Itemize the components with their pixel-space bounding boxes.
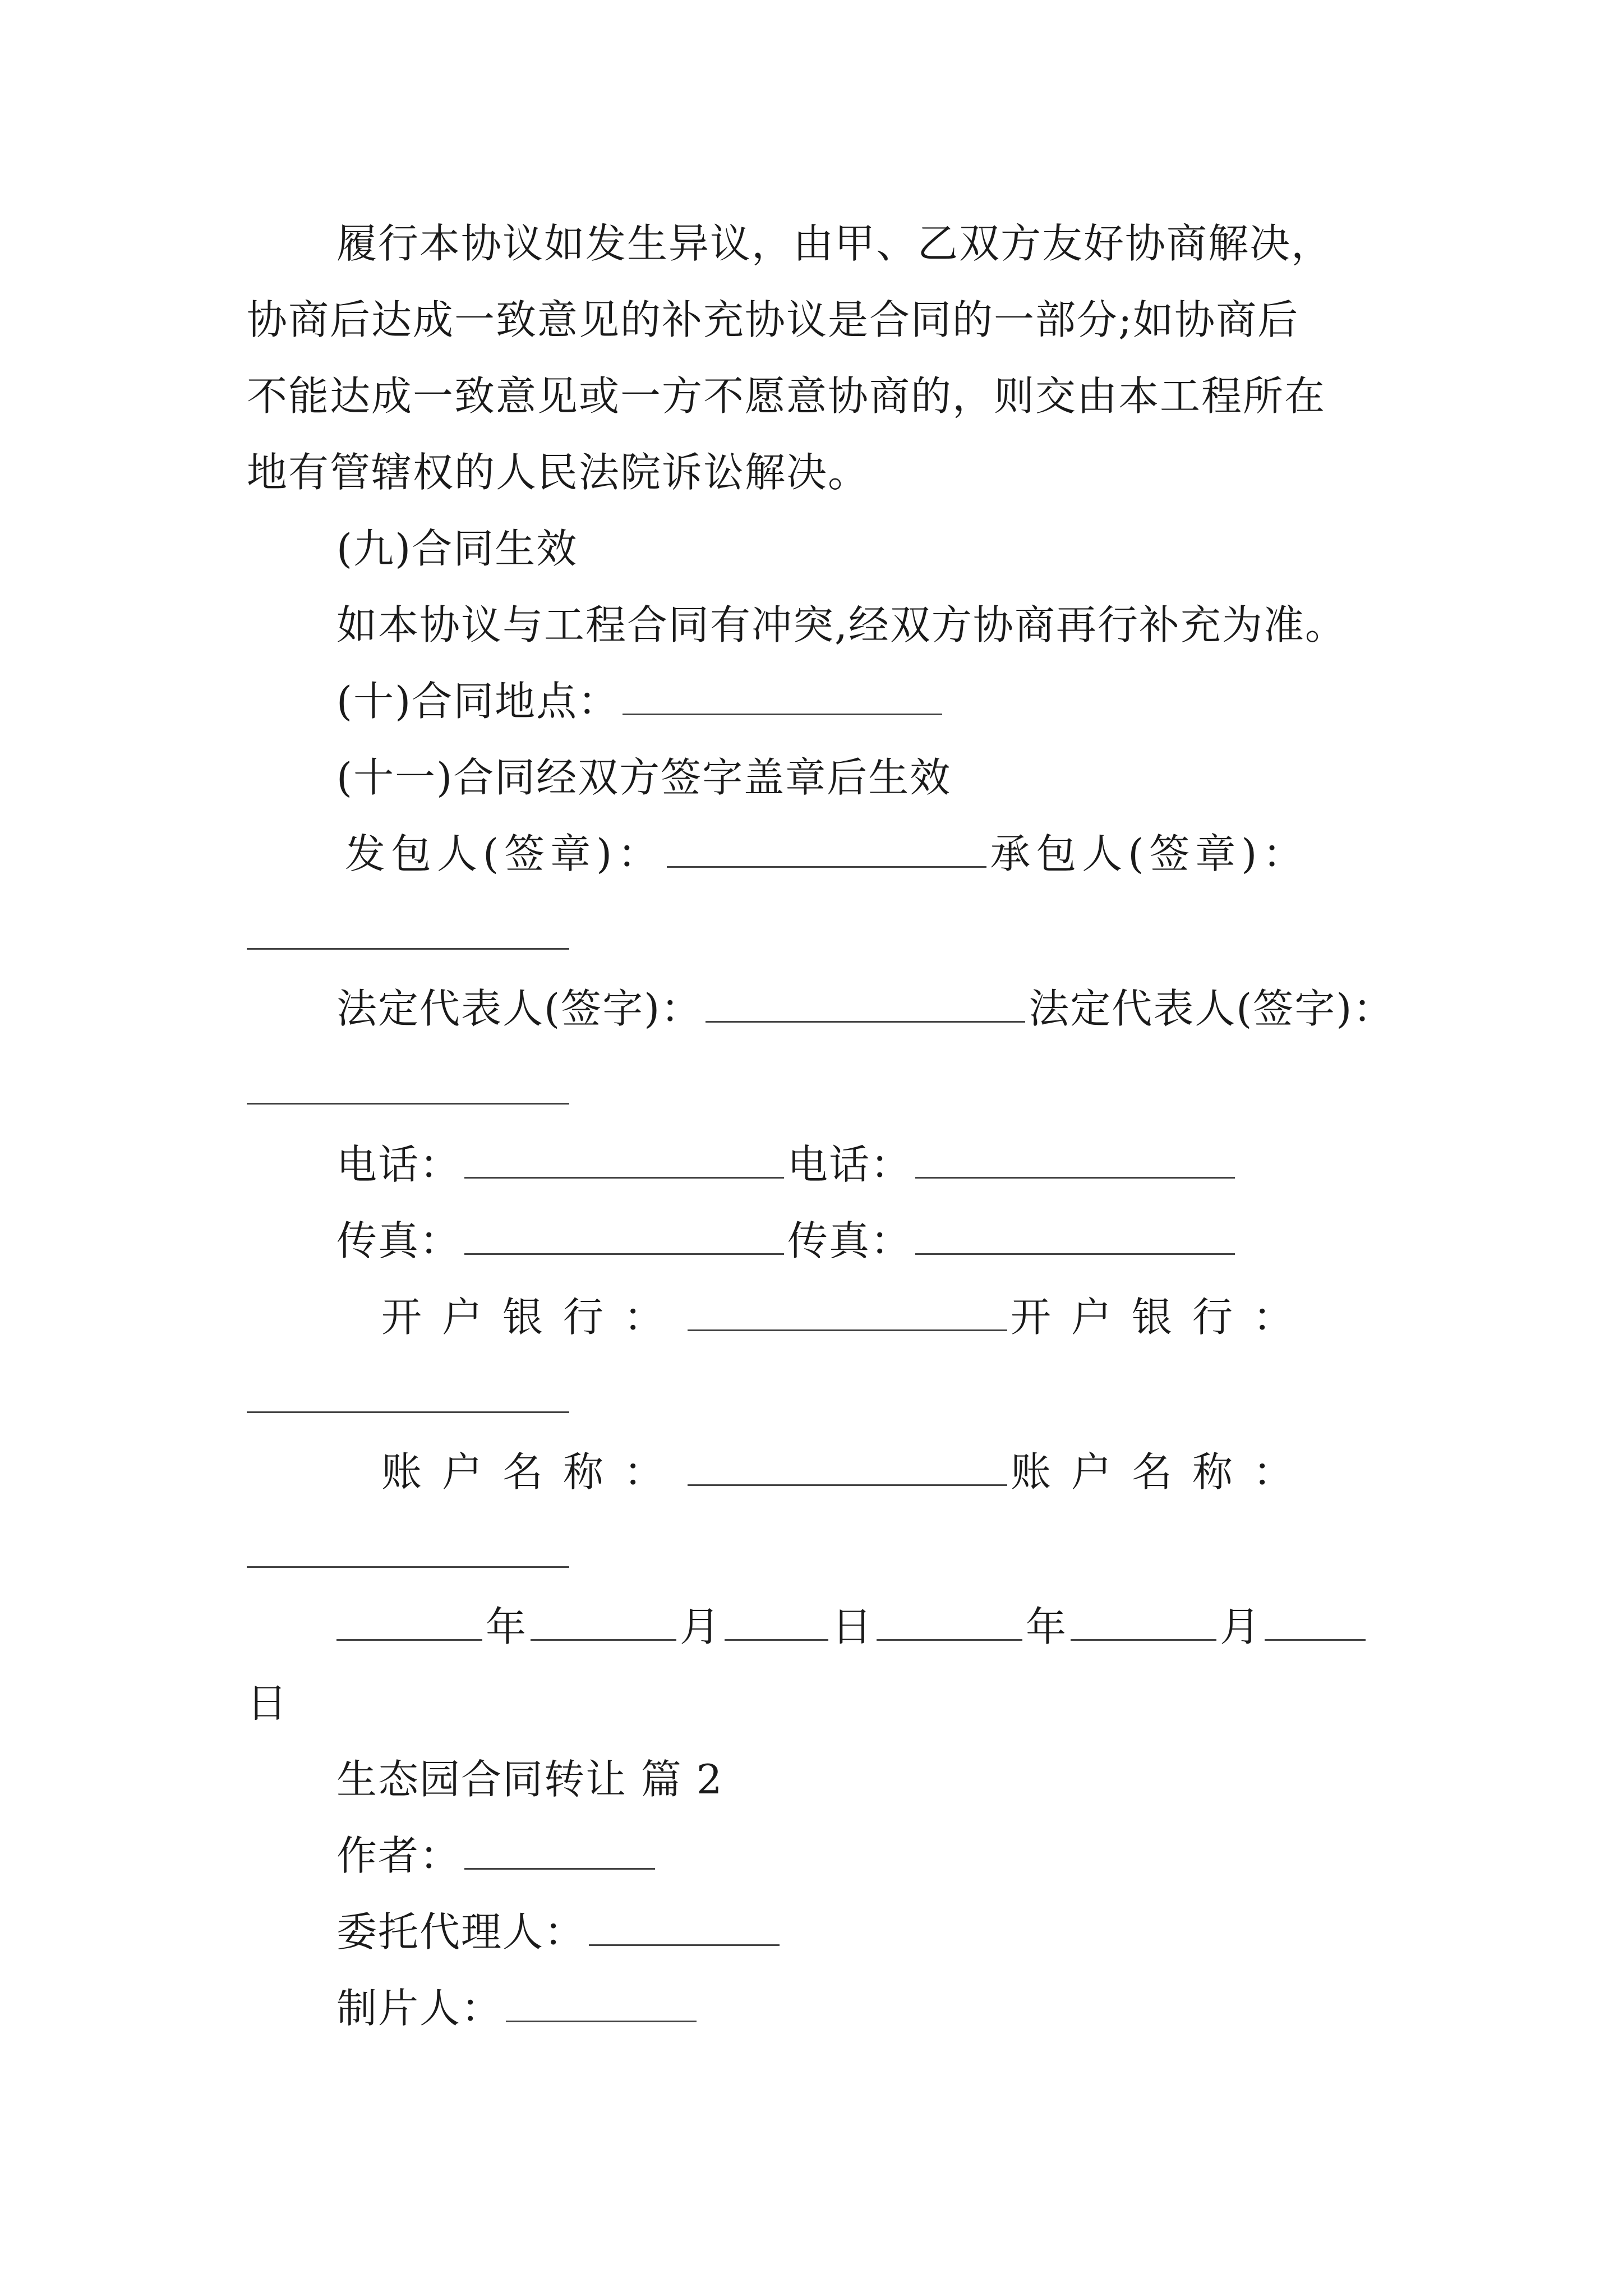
legal-rep-blank-left <box>706 987 1025 1023</box>
fax-blank-left <box>464 1220 784 1255</box>
account-line <box>381 1445 1313 1499</box>
author-label: 作者： <box>336 1832 462 1879</box>
fax-label-right: 传真： <box>787 1217 912 1264</box>
dispute-line-2: 协商后达成一致意见的补充协议是合同的一部分;如协商后 <box>247 296 1299 343</box>
agent-blank <box>589 1911 780 1946</box>
contract-location-label: (十)合同地点： <box>336 678 620 725</box>
part2-title: 生态园合同转让 篇 2 <box>336 1756 723 1803</box>
dispute-line-1: 履行本协议如发生异议，由甲、乙双方友好协商解决， <box>336 220 1333 267</box>
phone-blank-left <box>464 1143 784 1179</box>
dispute-line-4: 地有管辖权的人民法院诉讼解决。 <box>247 449 870 496</box>
date-day-wrap: 日 <box>247 1680 289 1727</box>
section-10-line <box>336 674 946 728</box>
producer-blank <box>506 1987 697 2022</box>
employer-seal-label: 发包人(签章)： <box>345 830 664 877</box>
employer-seal-blank <box>667 832 986 868</box>
author-line <box>336 1829 658 1883</box>
bank-label-right: 开户银行： <box>1011 1294 1314 1341</box>
account-blank-right <box>247 1566 569 1568</box>
fax-blank-right <box>915 1220 1235 1255</box>
day-blank-2 <box>1265 1605 1366 1641</box>
contractor-seal-blank <box>247 948 569 950</box>
year-label-1: 年 <box>486 1603 528 1650</box>
author-blank <box>464 1834 655 1870</box>
legal-rep-blank-right <box>247 1103 569 1105</box>
phone-line <box>336 1138 1238 1191</box>
phone-label-right: 电话： <box>787 1141 912 1188</box>
month-label-2: 月 <box>1220 1603 1262 1650</box>
legal-rep-label-right: 法定代表人(签字)： <box>1029 985 1395 1032</box>
month-label-1: 月 <box>680 1603 722 1650</box>
legal-rep-label-left: 法定代表人(签字)： <box>336 985 703 1032</box>
contractor-seal-label: 承包人(签章)： <box>990 830 1309 877</box>
agent-label: 委托代理人： <box>336 1908 586 1955</box>
year-blank-1 <box>336 1605 482 1641</box>
bank-label-left: 开户银行： <box>381 1294 685 1341</box>
legal-rep-line <box>336 982 1394 1036</box>
month-blank-1 <box>531 1605 676 1641</box>
agent-line <box>336 1905 783 1959</box>
dispute-line-3: 不能达成一致意见或一方不愿意协商的，则交由本工程所在 <box>247 372 1326 420</box>
day-label-1: 日 <box>832 1603 874 1650</box>
bank-blank-right <box>247 1411 569 1413</box>
bank-blank-left <box>688 1296 1007 1331</box>
section-11-text: (十一)合同经双方签字盖章后生效 <box>336 754 952 801</box>
producer-line <box>336 1981 700 2035</box>
contract-location-blank <box>623 680 942 715</box>
year-label-2: 年 <box>1026 1603 1068 1650</box>
section-9-text: 如本协议与工程合同有冲突,经双方协商再行补充为准。 <box>336 601 1347 648</box>
fax-line <box>336 1214 1238 1268</box>
account-label-right: 账户名称： <box>1011 1448 1314 1496</box>
producer-label: 制片人： <box>336 1985 503 2032</box>
bank-line <box>381 1290 1313 1344</box>
seal-line <box>345 827 1308 881</box>
section-9-title: (九)合同生效 <box>336 525 578 572</box>
fax-label-left: 传真： <box>336 1217 462 1264</box>
phone-label-left: 电话： <box>336 1141 462 1188</box>
day-blank-1 <box>725 1605 828 1641</box>
account-label-left: 账户名称： <box>381 1448 685 1496</box>
date-line <box>336 1600 1369 1654</box>
account-blank-left <box>688 1451 1007 1486</box>
year-blank-2 <box>877 1605 1022 1641</box>
phone-blank-right <box>915 1143 1235 1179</box>
month-blank-2 <box>1071 1605 1216 1641</box>
